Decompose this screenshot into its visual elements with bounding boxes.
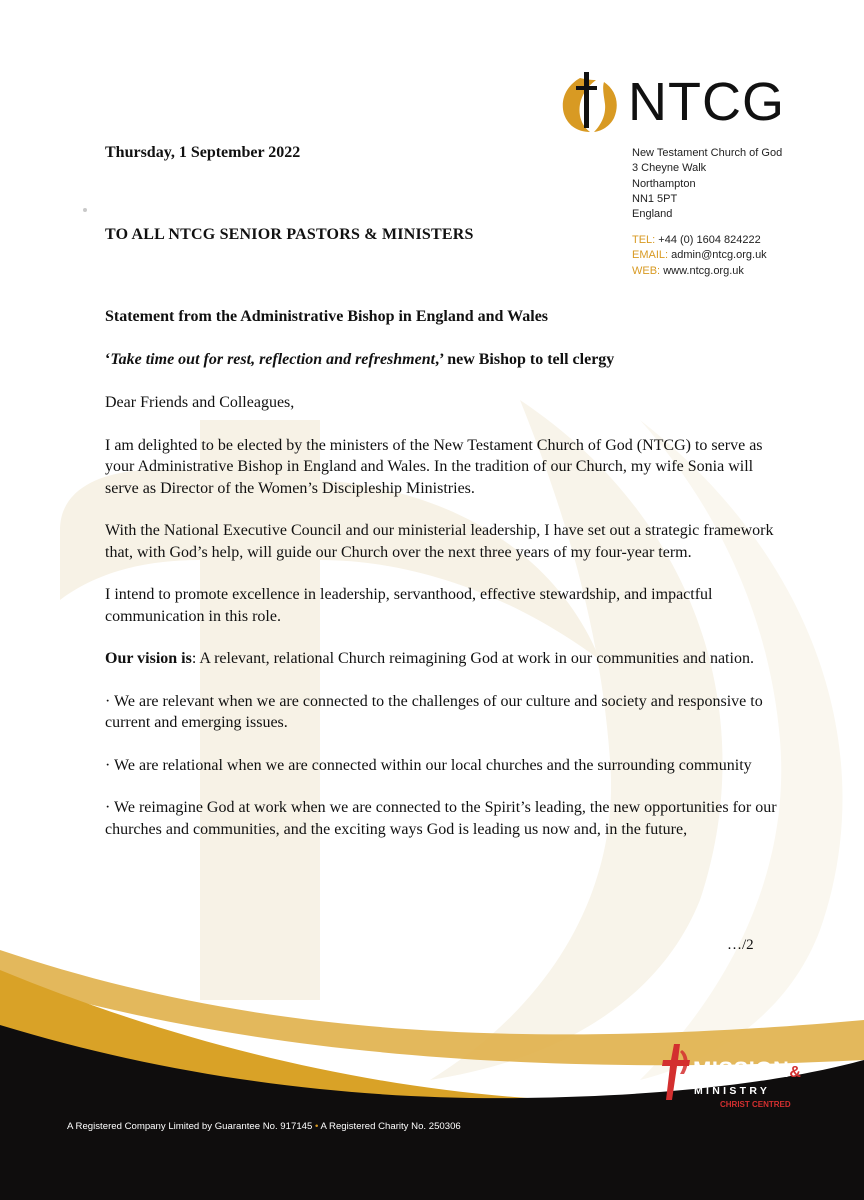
tel-line	[632, 233, 767, 248]
address-block	[632, 146, 782, 222]
salutation: Dear Friends and Colleagues,	[105, 394, 295, 411]
paragraph: I intend to promote excellence in leadership, servanthood, effective stewardship, and impactful communication in this role.	[105, 586, 713, 625]
mission-title	[693, 1058, 801, 1085]
bullet-item: · We reimagine God at work when we are connected to the Spirit’s leading, the new opportunities for our churches and communities, and the exciting ways God is leading us now and, in the future,	[105, 799, 777, 838]
paragraph: I am delighted to be elected by the ministers of the New Testament Church of God (NTCG) to serve as your Administrative Bishop in England and Wales. In the tradition of our Church, my wife Sonia will serve as Director of the Women’s Discipleship Ministries.	[105, 436, 763, 497]
registration-line	[67, 1121, 461, 1132]
tel-value: +44 (0) 1604 824222	[658, 234, 761, 246]
christ-centred-tag: CHRIST CENTRED	[720, 1100, 791, 1109]
vision-text: : A relevant, relational Church reimagining God at work in our communities and nation.	[191, 650, 754, 667]
contact-block	[632, 233, 767, 279]
email-label: EMAIL:	[632, 249, 669, 262]
letter-body	[105, 306, 785, 861]
stray-dot	[83, 208, 87, 212]
web-line	[632, 264, 767, 279]
ministry-word: MINISTRY	[694, 1085, 771, 1097]
bullet-item: · We are relevant when we are connected to the challenges of our culture and society and responsive to current and emerging issues.	[105, 692, 763, 731]
ntcg-logo-text: NTCG	[628, 72, 785, 132]
paragraph: With the National Executive Council and our ministerial leadership, I have set out a strategic framework that, with God’s help, will guide our Church over the next three years of my four-year term.	[105, 522, 774, 561]
address-line: 3 Cheyne Walk	[632, 162, 707, 175]
mission-word: MISSION	[693, 1057, 790, 1082]
mission-amp: &	[789, 1064, 802, 1081]
web-label: WEB:	[632, 264, 661, 277]
tel-label: TEL:	[632, 234, 656, 246]
statement-subheading	[105, 349, 785, 371]
address-line: NN1 5PT	[632, 192, 678, 205]
email-line	[632, 248, 767, 263]
statement-heading: Statement from the Administrative Bishop in England and Wales	[105, 308, 549, 325]
address-line: Northampton	[632, 177, 696, 190]
email-value: admin@ntcg.org.uk	[671, 249, 767, 262]
vision-paragraph	[105, 648, 785, 670]
continued-marker: …/2	[727, 937, 754, 953]
letter-recipients: TO ALL NTCG SENIOR PASTORS & MINISTERS	[105, 226, 474, 243]
web-value: www.ntcg.org.uk	[663, 264, 744, 277]
quote-open: ‘	[105, 350, 111, 368]
bullet-item: · We are relational when we are connected within our local churches and the surrounding community	[105, 756, 752, 774]
registration-charity: A Registered Charity No. 250306	[320, 1121, 461, 1132]
address-line: England	[632, 208, 673, 221]
letter-date: Thursday, 1 September 2022	[105, 144, 301, 161]
subheading-rest: ,’ new Bishop to tell clergy	[435, 350, 615, 368]
vision-label: Our vision is	[105, 650, 192, 667]
address-line: New Testament Church of God	[632, 147, 783, 159]
subheading-italic: Take time out for rest, reflection and refreshment	[110, 350, 436, 368]
registration-company: A Registered Company Limited by Guarantee No. 917145	[67, 1121, 313, 1132]
registration-sep: •	[315, 1121, 319, 1132]
